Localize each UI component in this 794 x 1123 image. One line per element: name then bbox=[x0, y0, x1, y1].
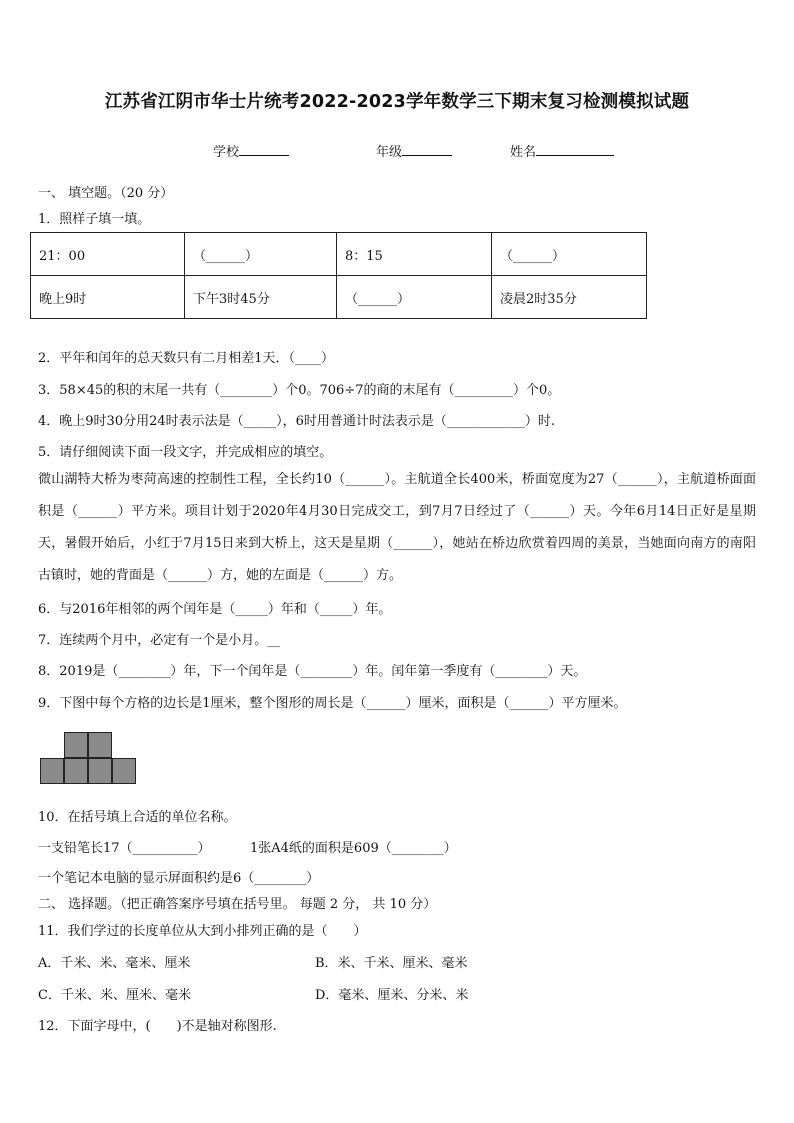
table-cell: 下午3时45分 bbox=[185, 276, 337, 319]
table-row bbox=[31, 276, 647, 319]
question-7: 7．连续两个月中，必定有一个是小月。__ bbox=[38, 633, 281, 648]
option-b: B．米、千米、厘米、毫米 bbox=[315, 956, 468, 971]
section-1-heading: 一、 填空题。（20 分） bbox=[38, 186, 174, 201]
school-label: 学校 bbox=[213, 145, 240, 160]
grid-square bbox=[112, 758, 136, 784]
table-cell: （______） bbox=[337, 276, 492, 319]
table-cell: 21：00 bbox=[31, 233, 185, 276]
option-d: D．毫米、厘米、分米、米 bbox=[315, 988, 469, 1003]
option-a: A．千米、米、毫米、厘米 bbox=[38, 956, 191, 971]
question-10-a: 一支铅笔长17（__________） bbox=[38, 841, 211, 856]
question-8: 8．2019是（________）年，下一个闰年是（________）年。闰年第一季度有（________）天。 bbox=[38, 664, 587, 679]
question-12: 12．下面字母中，( )不是轴对称图形. bbox=[38, 1019, 277, 1034]
school-field bbox=[213, 141, 289, 160]
grid-square bbox=[64, 758, 88, 784]
question-10-b: 1张A4纸的面积是609（________） bbox=[250, 841, 457, 856]
question-1: 1．照样子填一填。 bbox=[38, 212, 151, 227]
name-field bbox=[510, 141, 614, 160]
question-10: 10．在括号填上合适的单位名称。 bbox=[38, 810, 237, 825]
question-1-table bbox=[30, 232, 647, 319]
grid-square bbox=[64, 732, 88, 758]
grid-square bbox=[88, 732, 112, 758]
school-blank bbox=[239, 142, 289, 156]
name-label: 姓名 bbox=[510, 145, 537, 160]
table-cell: 8：15 bbox=[337, 233, 492, 276]
question-11: 11．我们学过的长度单位从大到小排列正确的是（ ） bbox=[38, 924, 367, 939]
grade-field bbox=[376, 141, 452, 160]
table-row bbox=[31, 233, 647, 276]
question-9: 9．下图中每个方格的边长是1厘米，整个图形的周长是（______）厘米，面积是（______）平方厘米。 bbox=[38, 696, 627, 711]
table-cell: （______） bbox=[492, 233, 647, 276]
grid-square bbox=[88, 758, 112, 784]
grade-blank bbox=[402, 142, 452, 156]
page-title: 江苏省江阴市华士片统考2022-2023学年数学三下期末复习检测模拟试题 bbox=[104, 92, 690, 112]
name-blank bbox=[536, 142, 614, 156]
table-cell: 晚上9时 bbox=[31, 276, 185, 319]
option-c: C．千米、米、厘米、毫米 bbox=[38, 988, 191, 1003]
question-2: 2．平年和闰年的总天数只有二月相差1天．（____） bbox=[38, 351, 335, 366]
question-10-c: 一个笔记本电脑的显示屏面积约是6（________） bbox=[38, 871, 320, 886]
table-cell: 凌晨2时35分 bbox=[492, 276, 647, 319]
grade-label: 年级 bbox=[376, 145, 403, 160]
question-4: 4．晚上9时30分用24时表示法是（_____），6时用普通计时法表示是（____________）时. bbox=[38, 414, 556, 429]
question-6: 6．与2016年相邻的两个闰年是（_____）年和（_____）年。 bbox=[38, 602, 392, 617]
table-cell: （______） bbox=[185, 233, 337, 276]
grid-square bbox=[40, 758, 64, 784]
question-5-passage: 微山湖特大桥为枣菏高速的控制性工程，全长约10（______）。主航道全长400米，桥面宽度为27（______），主航道桥面面积是（______）平方米。项目计划于2020年4月30日完成交工，到7月7日经过了（______）天。今年6月14日正好是星期天，暑假开始后，小红于7月15日来到大桥上，这天是星期（______），她站在桥边欣赏着四周的美景，当她面向南方的南阳古镇时，她的背面是（______）方，她的左面是（______）方。 bbox=[38, 472, 756, 583]
section-2-heading: 二、 选择题。（把正确答案序号填在括号里。 每题 2 分， 共 10 分） bbox=[38, 897, 437, 912]
question-3: 3．58×45的积的末尾一共有（________）个0。706÷7的商的末尾有（_________）个0。 bbox=[38, 383, 561, 398]
question-5: 5．请仔细阅读下面一段文字，并完成相应的填空。 bbox=[38, 445, 333, 460]
